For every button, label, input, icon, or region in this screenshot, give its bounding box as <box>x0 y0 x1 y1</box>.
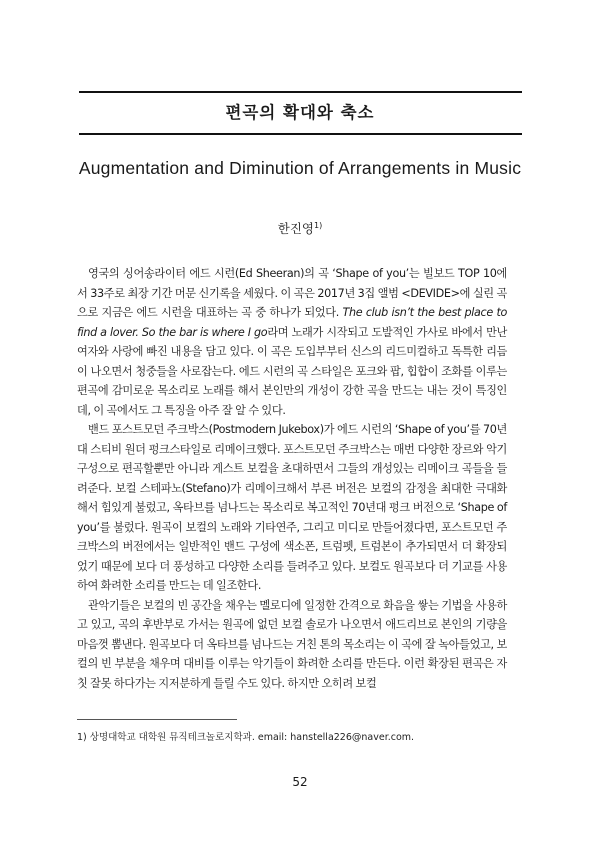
body-text <box>77 264 507 693</box>
paragraph-2: 밴드 포스트모던 주크박스(Postmodern Jukebox)가 에드 시런의 ‘Shape of you’를 70년대 스티비 원더 펑크스타일로 리메이크했다. 포스트모던 주크박스는 매번 다양한 장르와 악기 구성으로 편곡할뿐만 아니라 게스트 보컬을 초대하면서 그들의 개성있는 리메이크 곡들을 들려준다. 보컬 스테파노(Stefano)가 리메이크해서 부른 버전은 보컬의 감정을 최대한 극대화해서 힘있게 불렀고, 옥타브를 넘나드는 목소리로 복고적인 70년대 펑크 버전으로 ‘Shape of you’를 불렀다. 원곡이 보컬의 노래와 기타연주, 그리고 미디로 만들어졌다면, 포스트모던 주크박스의 버전에서는 일반적인 밴드 구성에 색소폰, 트럼펫, 트럼본이 추가되면서 더 확장되었기 때문에 보다 더 풍성하고 다양한 소리를 들려주고 있다. 보컬도 원곡보다 더 기교를 사용하여 화려한 소리를 만드는 데 일조한다. <box>77 423 507 592</box>
paragraph-3: 관악기들은 보컬의 빈 공간을 채우는 멜로디에 일정한 간격으로 화음을 쌓는 기법을 사용하고 있고, 곡의 후반부로 가서는 원곡에 없던 보컬 솔로가 나오면서 애드리브로 본인의 기량을 마음껏 뽐낸다. 원곡보다 더 옥타브를 넘나드는 거친 톤의 목소리는 이 곡에 잘 녹아들었고, 보컬의 빈 부분을 채우며 대비를 이루는 악기들이 화려한 소리를 만든다. 이런 확장된 편곡은 자칫 잘못 하다가는 지저분하게 들릴 수도 있다. 하지만 오히려 보컬 <box>77 598 507 690</box>
title-english: Augmentation and Diminution of Arrangements in Music <box>78 158 522 178</box>
paragraph-1 <box>77 264 507 420</box>
author-footnote-marker: 1) <box>314 220 323 230</box>
lyric-quote: The club isn’t the best place to find a lover. So the bar is where I go <box>77 306 507 339</box>
paragraph-1-text-b: 라며 노래가 시작되고 도발적인 가사로 바에서 만난 여자와 사랑에 빠진 내용을 담고 있다. 이 곡은 도입부부터 신스의 리드미컬하고 독특한 리듬이 나오면서 청중들을 사로잡는다. 에드 시런의 곡 스타일은 포크와 팝, 힙합이 조화를 이루는 편곡에 감미로운 목소리로 노래를 해서 본인만의 개성이 강한 곡을 만드는 내는 것이 특징인데, 이 곡에서도 그 특징을 아주 잘 알 수 있다. <box>77 325 507 417</box>
author-name: 한진영 <box>277 221 314 236</box>
top-rule <box>79 91 522 93</box>
page-number: 52 <box>292 775 308 789</box>
author-line <box>0 219 600 237</box>
footnote: 1) 상명대학교 대학원 뮤직테크놀로지학과. email: hanstella226@naver.com. <box>77 732 415 743</box>
bottom-rule <box>79 133 522 135</box>
title-korean: 편곡의 확대와 축소 <box>225 103 375 122</box>
paragraph-1-text-a: 영국의 싱어송라이터 에드 시런(Ed Sheeran)의 곡 ‘Shape of you’는 빌보드 TOP 10에서 33주로 최장 기간 머문 신기록을 세웠다. 이 곡은 2017년 3집 앨범 <DEVIDE>에 실린 곡으로 지금은 에드 시런을 대표하는 곡 중 하나가 되었다. <box>77 267 507 319</box>
footnote-divider <box>77 719 237 720</box>
